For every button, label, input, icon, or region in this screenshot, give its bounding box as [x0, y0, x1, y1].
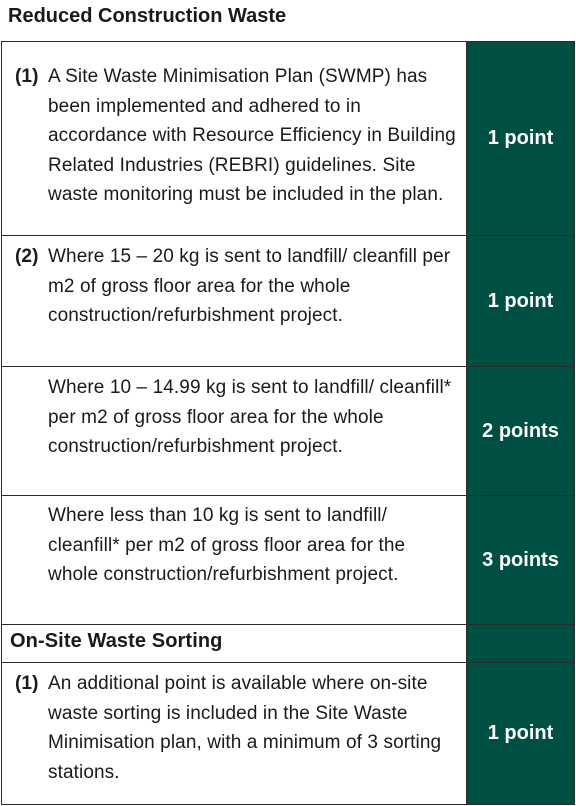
criteria-cell — [2, 496, 467, 624]
table-row — [2, 236, 574, 367]
criteria-text: A Site Waste Minimisation Plan (SWMP) has been implemented and adhered to in accordance with Resource Efficiency in Building Related Industries (REBRI) guidelines. Site waste monitoring must be included in the plan. — [48, 66, 456, 206]
section-title: On-Site Waste Sorting — [10, 630, 223, 652]
criteria-text: Where 10 – 14.99 kg is sent to landfill/ cleanfill* per m2 of gross floor area for the whole construction/refurbishment project. — [48, 377, 452, 458]
table-row — [2, 367, 574, 496]
section-header-row — [2, 625, 574, 663]
page-title: Reduced Construction Waste — [8, 5, 287, 27]
criteria-cell — [2, 367, 467, 495]
points-cell: 1 point — [467, 663, 574, 804]
points-cell: 1 point — [467, 42, 574, 235]
table-row — [2, 42, 574, 236]
criteria-text: An additional point is available where on-site waste sorting is included in the Site Waste Minimisation plan, with a minimum of 3 sorting stations. — [48, 673, 442, 783]
criteria-text: Where less than 10 kg is sent to landfill/ cleanfill* per m2 of gross floor area for the whole construction/refurbishment project. — [48, 505, 406, 586]
section-points-cell — [467, 625, 574, 662]
points-cell: 2 points — [467, 367, 574, 495]
item-number: (2) — [15, 246, 39, 267]
section-header-cell — [2, 625, 467, 662]
criteria-cell — [2, 42, 467, 235]
table-row — [2, 496, 574, 625]
item-number: (1) — [15, 66, 39, 87]
criteria-text: Where 15 – 20 kg is sent to landfill/ cleanfill per m2 of gross floor area for the whole construction/refurbishment project. — [48, 246, 451, 327]
item-number: (1) — [15, 673, 39, 694]
points-cell: 1 point — [467, 236, 574, 366]
criteria-cell — [2, 663, 467, 804]
criteria-table — [1, 41, 575, 805]
criteria-cell — [2, 236, 467, 366]
table-row — [2, 663, 574, 804]
points-cell: 3 points — [467, 496, 574, 624]
